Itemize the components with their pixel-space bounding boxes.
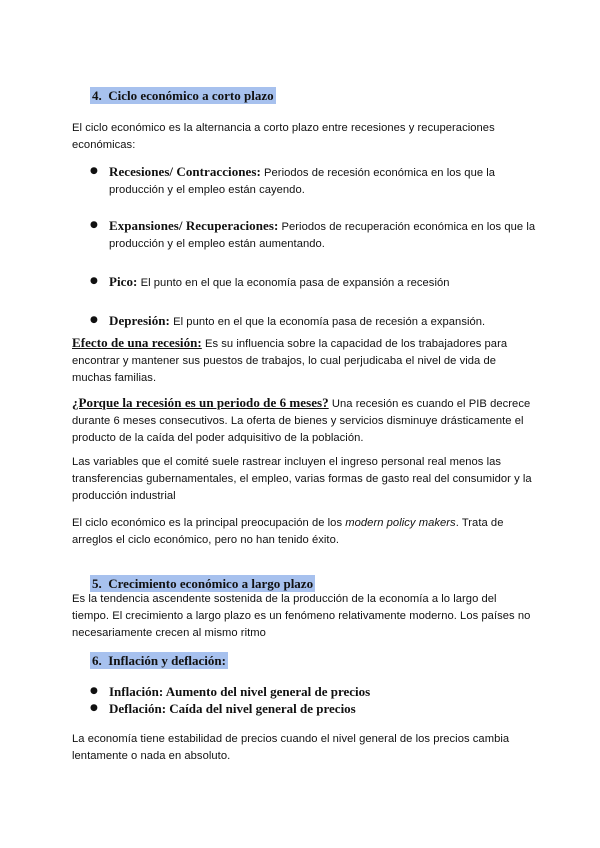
list-item [72, 683, 542, 700]
bullet-text: El punto en el que la economía pasa de expansión a recesión [137, 277, 450, 289]
section-4-heading [90, 87, 276, 105]
bullet-term: Recesiones/ Contracciones: [109, 164, 261, 179]
section-6-paragraph: La economía tiene estabilidad de precios cuando el nivel general de los precios cambia lentamente o nada en absoluto. [72, 733, 510, 762]
six-months-paragraph [72, 394, 532, 447]
policy-italic-term: modern policy makers [345, 517, 456, 529]
section-5-paragraph: Es la tendencia ascendente sostenida de la producción de la economía a lo largo del tiempo. El crecimiento a largo plazo es un fenómeno relativamente moderno. Los países no necesariamente crecen al mismo ritmo [72, 593, 531, 639]
bullet-text: Periodos de recesión económica en los que la producción y el empleo están cayendo. [109, 167, 496, 196]
section-6-number: 6. [92, 653, 102, 668]
list-item [72, 163, 542, 199]
bullet-term: Depresión: [109, 313, 170, 328]
list-item [72, 312, 542, 331]
policy-text-end: . Trata de arreglos el ciclo económico, pero no han tenido éxito. [72, 517, 504, 546]
bullet-term: Expansiones/ Recuperaciones: [109, 218, 279, 233]
list-item [72, 217, 542, 253]
section-4-number: 4. [92, 88, 102, 103]
bullet-term: Pico: [109, 274, 138, 289]
bullet-text: Deflación: Caída del nivel general de precios [109, 701, 356, 716]
list-item [72, 273, 542, 292]
section-4-title: Ciclo económico a corto plazo [108, 88, 274, 103]
variables-paragraph: Las variables que el comité suele rastrear incluyen el ingreso personal real menos las transferencias gubernamentales, el empleo, varias formas de gasto real del consumidor y la producción industrial [72, 456, 532, 502]
bullet-icon: ● [90, 315, 98, 325]
section-6-heading [90, 652, 228, 670]
bullet-text: Periodos de recuperación económica en los que la producción y el empleo están aumentando. [109, 221, 536, 250]
bullet-icon: ● [90, 166, 98, 176]
bullet-icon: ● [90, 703, 98, 713]
policy-text-start: El ciclo económico es la principal preocupación de los [72, 517, 346, 529]
section-6-bullet-list [72, 683, 542, 717]
bullet-text: Inflación: Aumento del nivel general de precios [109, 684, 371, 699]
policy-paragraph [72, 515, 532, 549]
six-months-text: Una recesión es cuando el PIB decrece durante 6 meses consecutivos. La oferta de bienes y servicios disminuye drásticamente el producto de la caída del poder adquisitivo de la población. [72, 398, 531, 444]
section-4-bullet-list [72, 163, 542, 331]
bullet-icon: ● [90, 276, 98, 286]
recession-effect-text: Es su influencia sobre la capacidad de los trabajadores para encontrar y mantener sus puestos de trabajos, lo cual perjudicaba el nivel de vida de muchas familias. [72, 338, 508, 384]
bullet-icon: ● [90, 220, 98, 230]
section-6-title: Inflación y deflación: [108, 653, 226, 668]
section-5-title: Crecimiento económico a largo plazo [108, 576, 314, 591]
section-5-number: 5. [92, 576, 102, 591]
section-4-intro: El ciclo económico es la alternancia a corto plazo entre recesiones y recuperaciones económicas: [72, 122, 495, 151]
six-months-term: ¿Porque la recesión es un periodo de 6 meses? [72, 395, 329, 410]
recession-effect-paragraph [72, 334, 534, 387]
list-item [72, 700, 542, 717]
bullet-icon: ● [90, 686, 98, 696]
recession-effect-term: Efecto de una recesión: [72, 335, 202, 350]
bullet-text: El punto en el que la economía pasa de recesión a expansión. [169, 316, 486, 328]
